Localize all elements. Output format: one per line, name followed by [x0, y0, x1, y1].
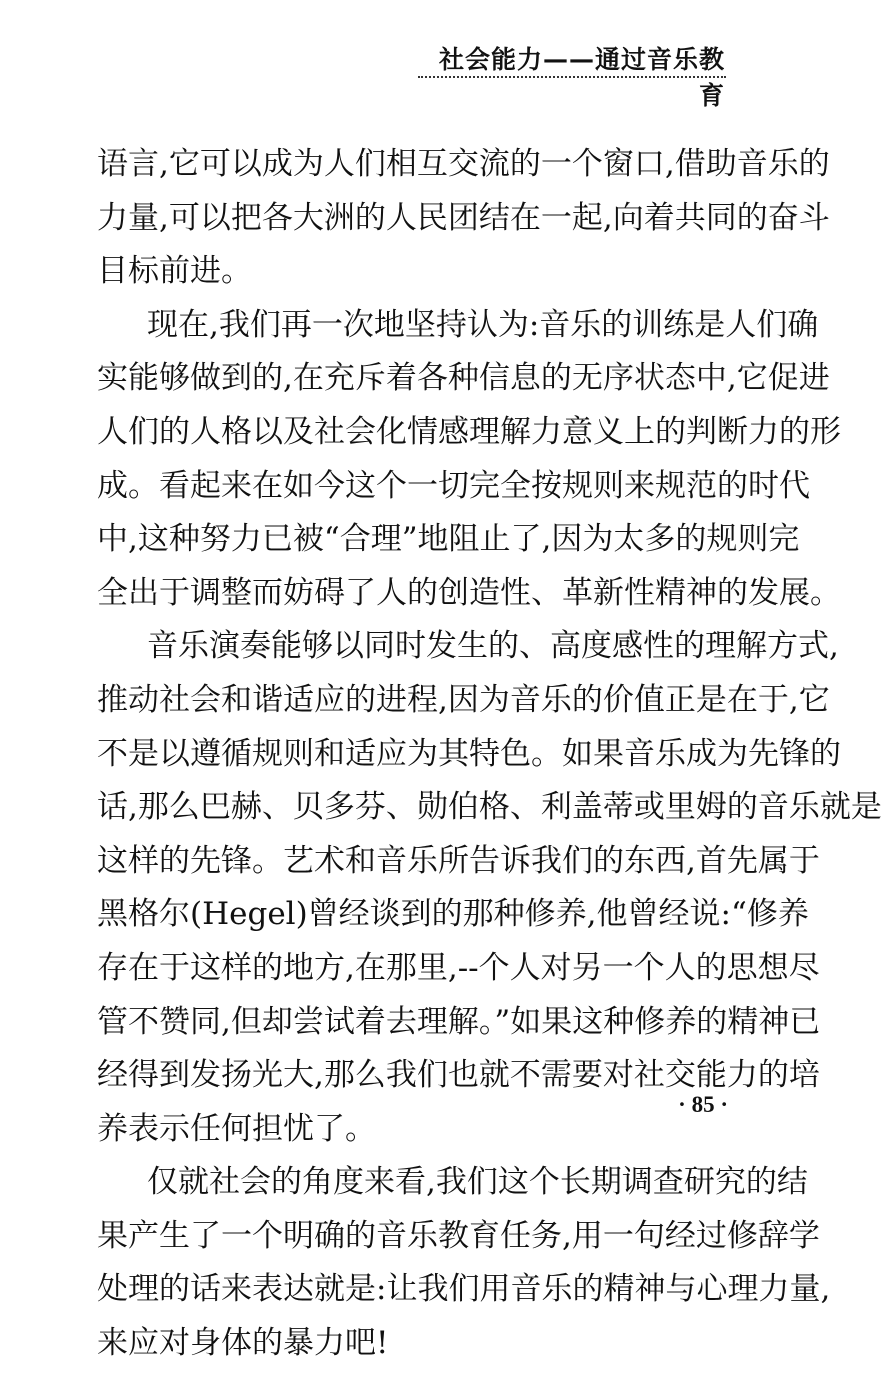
- text-line: 这样的先锋。艺术和音乐所告诉我们的东西,首先属于: [97, 842, 820, 879]
- text-line: 不是以遵循规则和适应为其特色。如果音乐成为先锋的: [97, 735, 841, 772]
- text-line: 实能够做到的,在充斥着各种信息的无序状态中,它促进: [97, 360, 830, 397]
- page-number: · 85 ·: [678, 1092, 728, 1117]
- paragraph: [97, 138, 830, 299]
- text-line: 话,那么巴赫、贝多芬、勋伯格、利盖蒂或里姆的音乐就是: [97, 789, 882, 826]
- text-line: 语言,它可以成为人们相互交流的一个窗口,借助音乐的: [97, 146, 830, 182]
- text-line: 来应对身体的暴力吧!: [97, 1325, 389, 1362]
- body-text: [97, 138, 882, 1371]
- text-line: 管不赞同,但却尝试着去理解。”如果这种修养的精神已: [97, 1003, 821, 1040]
- text-line: 现在,我们再一次地坚持认为:音乐的训练是人们确: [147, 306, 819, 343]
- text-line: 仅就社会的角度来看,我们这个长期调查研究的结: [147, 1164, 808, 1201]
- header-dotted-rule: [418, 76, 726, 78]
- paragraph: [97, 1156, 831, 1370]
- text-line: 人们的人格以及社会化情感理解力意义上的判断力的形: [97, 413, 841, 450]
- paragraph: [97, 620, 882, 1156]
- text-line: 全出于调整而妨碍了人的创造性、革新性精神的发展。: [97, 574, 841, 611]
- text-line: 推动社会和谐适应的进程,因为音乐的价值正是在于,它: [97, 681, 830, 718]
- text-line: 处理的话来表达就是:让我们用音乐的精神与心理力量,: [97, 1271, 831, 1308]
- text-line: 音乐演奏能够以同时发生的、高度感性的理解方式,: [147, 628, 839, 665]
- text-line: 黑格尔(Hegel)曾经谈到的那种修养,他曾经说:“修养: [97, 896, 809, 933]
- text-line: 成。看起来在如今这个一切完全按规则来规范的时代: [97, 467, 810, 504]
- text-line: 经得到发扬光大,那么我们也就不需要对社交能力的培: [97, 1057, 820, 1094]
- paragraph: [97, 299, 841, 621]
- text-line: 果产生了一个明确的音乐教育任务,用一句经过修辞学: [97, 1217, 820, 1254]
- running-head-title: 社会能力——通过音乐教育: [438, 45, 725, 110]
- text-line: 中,这种努力已被“合理”地阻止了,因为太多的规则完: [97, 521, 800, 558]
- text-line: 力量,可以把各大洲的人民团结在一起,向着共同的奋斗: [97, 199, 830, 236]
- text-line: 存在于这样的地方,在那里,--个人对另一个人的思想尽: [97, 949, 820, 986]
- text-line: 养表示任何担忧了。: [97, 1110, 376, 1147]
- text-line: 目标前进。: [97, 253, 252, 290]
